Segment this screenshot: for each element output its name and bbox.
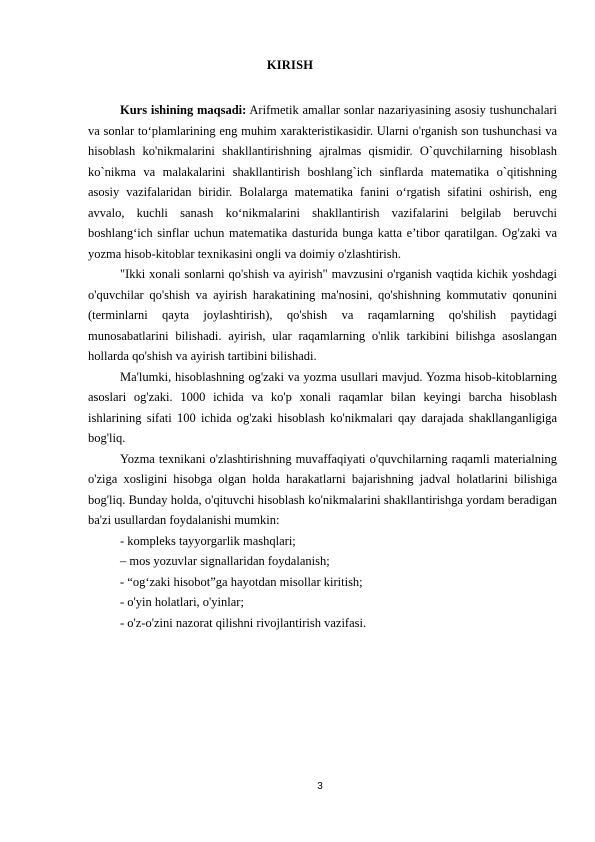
paragraph-4-text: Yozma texnikani o'zlashtirishning muvaffaqiyati o'quvchilarning raqamli materialning o'ziga xosligini hisobga olgan holda harakatlarni bajarishning jadval holatlarini bilishiga bog'liq. Bunday holda, o'qituvchi hisoblash ko'nikmalarini shakllantirishga yordam beradigan ba'zi usullardan foydalanishi mumkin: [88,451,557,527]
list-item: – mos yozuvlar signallaridan foydalanish; [120,554,330,568]
paragraph-1 [88,100,557,264]
paragraph-2 [88,264,557,367]
list-item: - kompleks tayyorgarlik mashqlari; [120,533,296,548]
list-item: - o'z-o'zini nazorat qilishni rivojlantirish vazifasi. [120,615,367,630]
paragraph-3 [88,367,557,449]
list-item: - o'yin holatlari, o'yinlar; [120,595,244,609]
list-item: - “og‘zaki hisobot”ga hayotdan misollar kiritish; [120,574,363,589]
paragraph-1-text: Arifmetik amallar sonlar nazariyasining asosiy tushunchalari va sonlar to‘plamlarining eng muhim xarakteristikasidir. Ularni o'rganish son tushunchasi va hisoblash ko'nikmalarini shakllantirishning ajralmas qismidir. O`quvchilarning hisoblash ko`nikma va malakalarini shakllantirish boshlang`ich sinflarda matematika o`qitishning asosiy vazifalaridan biridir. Bolalarga matematika fanini o‘rgatish sifatini oshirish, eng avvalo, kuchli sanash ko‘nikmalarini shakllantirish vazifalarini belgilab beruvchi boshlang‘ich sinflar uchun matematika dasturida bunga katta e’tibor qaratilgan. Og'zaki va yozma hisob-kitoblar texnikasini ongli va doimiy o'zlashtirish. [88,103,558,261]
page-number: 3 [317,781,323,792]
paragraph-3-text: Ma'lumki, hisoblashning og'zaki va yozma usullari mavjud. Yozma hisob-kitoblarning asoslari og'zaki. 1000 ichida va ko'p xonali raqamlar bilan keyingi barcha hisoblash ishlarining sifati 100 ichida og'zaki hisoblash ko'nikmalari qay darajada shakllanganligiga bog'liq. [88,369,557,445]
paragraph-4 [88,449,557,531]
body-text [88,100,557,633]
paragraph-1-lead: Kurs ishining maqsadi: [120,103,247,117]
paragraph-2-text: "Ikki xonali sonlarni qo'shish va ayirish" mavzusini o'rganish vaqtida kichik yoshdagi o'quvchilar qo'shish va ayirish harakatining ma'nosini, qo'shishning kommutativ qonunini (terminlarni qayta joylashtirish), qo'shish va raqamlarning qo'shilish paytidagi munosabatlarini bilishadi. ayirish, ular raqamlarning o'nlik tarkibini bilishga asoslangan hollarda qo'shish va ayirish tartibini bilishadi. [88,267,557,363]
page-title: KIRISH [266,58,314,72]
